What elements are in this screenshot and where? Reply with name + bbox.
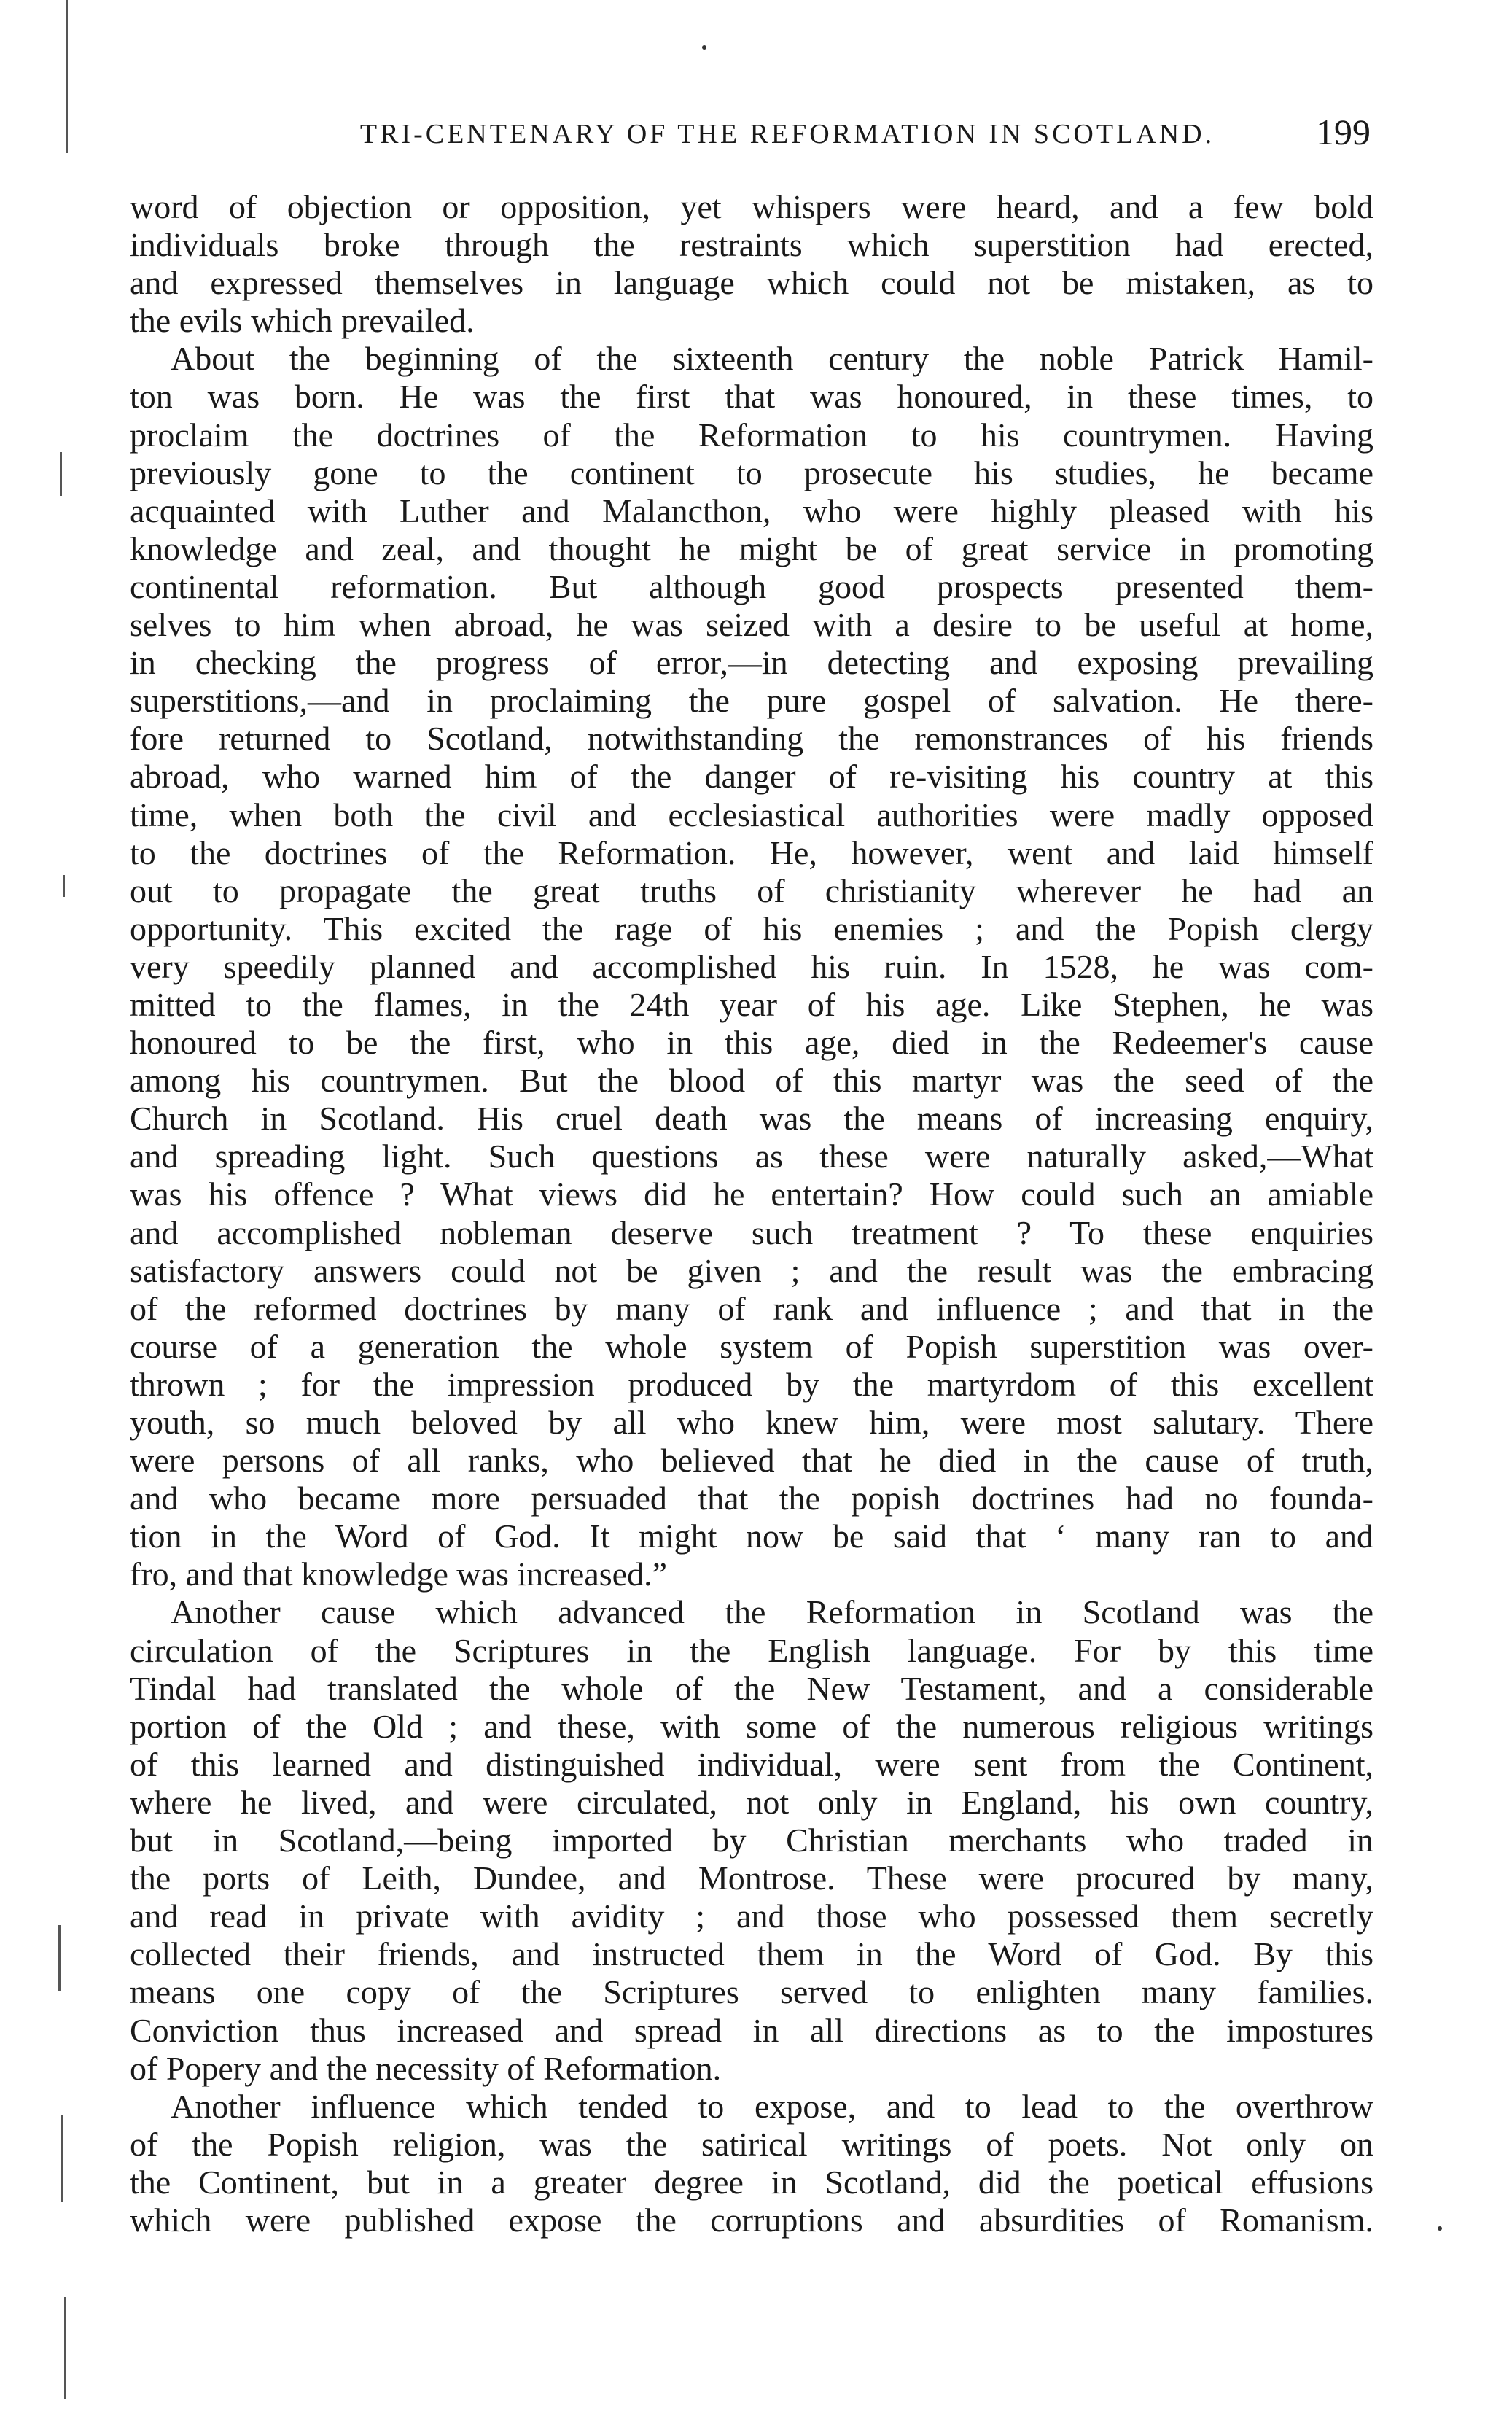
text-line: abroad, who warned him of the danger of re-visiting his country at this	[130, 758, 1373, 796]
text-line: About the beginning of the sixteenth century the noble Patrick Hamil-	[171, 340, 1373, 378]
text-line: word of objection or opposition, yet whispers were heard, and a few bold	[130, 188, 1373, 225]
text-line: honoured to be the first, who in this age, died in the Redeemer's cause	[130, 1024, 1373, 1062]
text-line: but in Scotland,—being imported by Christian merchants who traded in	[130, 1822, 1373, 1859]
text-line: Tindal had translated the whole of the New Testament, and a considerable	[130, 1669, 1373, 1707]
text-line: and expressed themselves in language which could not be mistaken, as to	[130, 264, 1373, 302]
text-line: in checking the progress of error,—in detecting and exposing prevailing	[130, 644, 1373, 682]
text-line: circulation of the Scriptures in the English language. For by this time	[130, 1631, 1373, 1669]
text-line: superstitions,—and in proclaiming the pure gospel of salvation. He there-	[130, 682, 1373, 720]
text-line: continental reformation. But although good prospects presented them-	[130, 567, 1373, 605]
text-line: satisfactory answers could not be given ; and the result was the embracing	[130, 1251, 1373, 1289]
text-line: mitted to the flames, in the 24th year of his age. Like Stephen, he was	[130, 985, 1373, 1023]
text-line: proclaim the doctrines of the Reformation to his countrymen. Having	[130, 416, 1373, 454]
paper-speck	[702, 45, 706, 50]
text-line: fro, and that knowledge was increased.”	[130, 1555, 667, 1593]
text-line: and read in private with avidity ; and those who possessed them secretly	[130, 1897, 1373, 1935]
text-line: opportunity. This excited the rage of his enemies ; and the Popish clergy	[130, 909, 1373, 947]
binding-edge-mark	[61, 2115, 63, 2202]
text-line: of Popery and the necessity of Reformation.	[130, 2049, 722, 2087]
text-line: individuals broke through the restraints which superstition had erected,	[130, 226, 1373, 264]
text-line: Conviction thus increased and spread in all directions as to the impostures	[130, 2011, 1373, 2049]
text-line: was his offence ? What views did he entertain? How could such an amiable	[130, 1175, 1373, 1213]
text-line: knowledge and zeal, and thought he might be of great service in promoting	[130, 529, 1373, 567]
text-line: among his countrymen. But the blood of this martyr was the seed of the	[130, 1062, 1373, 1100]
text-line: course of a generation the whole system of Popish superstition was over-	[130, 1327, 1373, 1365]
text-line: Another cause which advanced the Reformation in Scotland was the	[171, 1593, 1373, 1631]
text-line: tion in the Word of God. It might now be said that ‘ many ran to and	[130, 1517, 1373, 1555]
text-line: and who became more persuaded that the popish doctrines had no founda-	[130, 1480, 1373, 1517]
binding-edge-mark	[60, 452, 62, 496]
text-line: portion of the Old ; and these, with some of the numerous religious writings	[130, 1707, 1373, 1745]
text-line: previously gone to the continent to prosecute his studies, he became	[130, 454, 1373, 491]
text-line: means one copy of the Scriptures served to enlighten many families.	[130, 1973, 1373, 2011]
text-line: and spreading light. Such questions as these were naturally asked,—What	[130, 1138, 1373, 1175]
page-number: 199	[1316, 112, 1371, 152]
body-text	[130, 188, 1373, 2239]
text-line: and accomplished nobleman deserve such treatment ? To these enquiries	[130, 1213, 1373, 1251]
binding-edge-mark	[58, 1925, 61, 1991]
binding-margin	[44, 0, 87, 2410]
text-line: Church in Scotland. His cruel death was the means of increasing enquiry,	[130, 1100, 1373, 1138]
text-line: collected their friends, and instructed them in the Word of God. By this	[130, 1935, 1373, 1973]
text-line: ton was born. He was the first that was honoured, in these times, to	[130, 378, 1373, 416]
text-line: of the reformed doctrines by many of rank and influence ; and that in the	[130, 1289, 1373, 1327]
text-line: which were published expose the corruptions and absurdities of Romanism.	[130, 2201, 1373, 2239]
text-line: fore returned to Scotland, notwithstanding the remonstrances of his friends	[130, 720, 1373, 758]
text-line: thrown ; for the impression produced by the martyrdom of this excellent	[130, 1365, 1373, 1403]
binding-edge-mark	[64, 2297, 66, 2399]
text-line: out to propagate the great truths of christianity wherever he had an	[130, 871, 1373, 909]
text-line: of the Popish religion, was the satirical writings of poets. Not only on	[130, 2125, 1373, 2163]
text-line: acquainted with Luther and Malancthon, who were highly pleased with his	[130, 491, 1373, 529]
running-title: TRI-CENTENARY OF THE REFORMATION IN SCOTLAND.	[359, 119, 1215, 149]
binding-edge-mark	[63, 875, 65, 897]
text-line: were persons of all ranks, who believed that he died in the cause of truth,	[130, 1442, 1373, 1480]
paper-speck	[1438, 2226, 1442, 2231]
text-line: very speedily planned and accomplished his ruin. In 1528, he was com-	[130, 947, 1373, 985]
binding-edge-mark	[66, 0, 68, 153]
text-line: the evils which prevailed.	[130, 302, 475, 340]
text-line: youth, so much beloved by all who knew him, were most salutary. There	[130, 1404, 1373, 1441]
text-line: the ports of Leith, Dundee, and Montrose. These were procured by many,	[130, 1859, 1373, 1897]
text-line: of this learned and distinguished individual, were sent from the Continent,	[130, 1745, 1373, 1783]
text-line: Another influence which tended to expose, and to lead to the overthrow	[171, 2087, 1373, 2125]
text-line: time, when both the civil and ecclesiastical authorities were madly opposed	[130, 796, 1373, 833]
text-line: where he lived, and were circulated, not only in England, his own country,	[130, 1783, 1373, 1821]
text-line: the Continent, but in a greater degree in Scotland, did the poetical effusions	[130, 2163, 1373, 2201]
text-line: to the doctrines of the Reformation. He, however, went and laid himself	[130, 833, 1373, 871]
text-line: selves to him when abroad, he was seized with a desire to be useful at home,	[130, 606, 1373, 644]
